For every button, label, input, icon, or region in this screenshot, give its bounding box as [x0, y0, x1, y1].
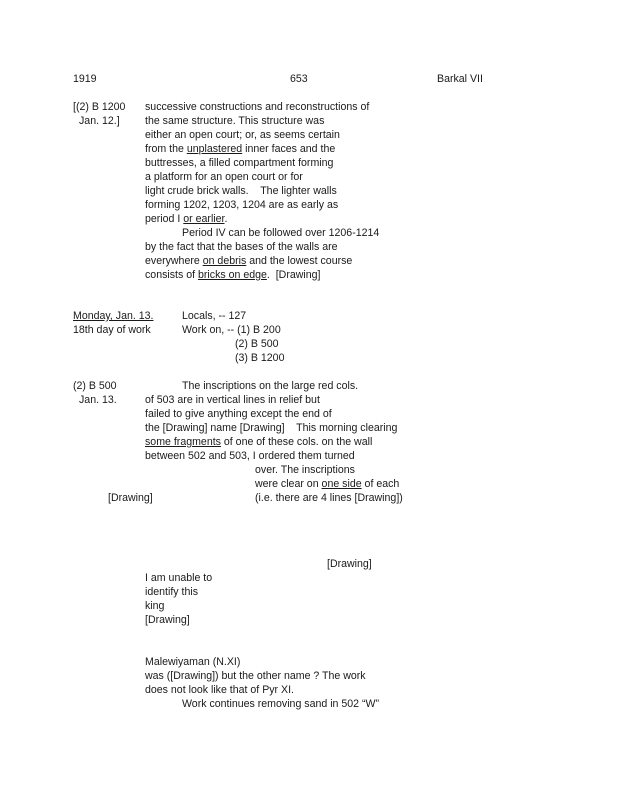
entry3-line: Work continues removing sand in 502 “W” [182, 698, 380, 710]
entry1-line: by the fact that the bases of the walls are [145, 241, 338, 253]
underlined-text: or earlier [183, 213, 225, 225]
entry2-line: between 502 and 503, I ordered them turned [145, 450, 355, 462]
locals-count: Locals, -- 127 [182, 310, 247, 322]
entry2-margin-note: Jan. 13. [79, 394, 117, 406]
day-date: Monday, Jan. 13. [73, 310, 154, 322]
entry1-line: a platform for an open court or for [145, 171, 303, 183]
entry1-line: from the unplastered inner faces and the [145, 143, 336, 155]
entry1-line: either an open court; or, as seems certain [145, 129, 340, 141]
king-note: [Drawing] [145, 614, 190, 626]
work-on-item: (3) B 1200 [235, 352, 285, 364]
entry2-line: of 503 are in vertical lines in relief but [145, 394, 320, 406]
day-of-work: 18th day of work [73, 324, 151, 336]
entry2-line: failed to give anything except the end of [145, 408, 332, 420]
entry1-line: the same structure. This structure was [145, 115, 325, 127]
king-note: identify this [145, 586, 198, 598]
entry1-line: period I or earlier. [145, 213, 228, 225]
work-on-item: Work on, -- (1) B 200 [182, 324, 281, 336]
underlined-text: on debris [202, 255, 247, 267]
underlined-text: unplastered [186, 143, 243, 155]
entry1-line: successive constructions and reconstructions of [145, 101, 370, 113]
underlined-text: one side [321, 478, 362, 490]
entry3-line: was ([Drawing]) but the other name ? The work [145, 670, 366, 682]
entry1-line: forming 1202, 1203, 1204 are as early as [145, 199, 339, 211]
entry1-margin-note: [(2) B 1200 [73, 101, 126, 113]
entry1-margin-note: Jan. 12.] [79, 115, 120, 127]
entry1-line: buttresses, a filled compartment forming [145, 157, 334, 169]
entry3-line: Malewiyaman (N.XI) [145, 656, 241, 668]
entry2-line: some fragments of one of these cols. on the wall [145, 436, 373, 448]
entry1-line: everywhere on debris and the lowest course [145, 255, 353, 267]
entry1-line: light crude brick walls. The lighter walls [145, 185, 337, 197]
work-on-item: (2) B 500 [235, 338, 279, 350]
entry1-line: Period IV can be followed over 1206-1214 [182, 227, 380, 239]
drawing-placeholder: [Drawing] [327, 558, 372, 570]
king-note: king [145, 600, 165, 612]
entry2-line: were clear on one side of each [255, 478, 400, 490]
entry2-line: The inscriptions on the large red cols. [182, 380, 359, 392]
header-year: 1919 [73, 73, 97, 85]
entry3-line: does not look like that of Pyr XI. [145, 684, 294, 696]
entry2-line: over. The inscriptions [255, 464, 355, 476]
header-volume: Barkal VII [437, 73, 483, 85]
entry2-margin-note: (2) B 500 [73, 380, 117, 392]
entry1-line: consists of bricks on edge. [Drawing] [145, 269, 321, 281]
king-note: I am unable to [145, 572, 213, 584]
entry2-line: the [Drawing] name [Drawing] This morning clearing [145, 422, 398, 434]
underlined-text: bricks on edge [198, 269, 267, 281]
underlined-text: some fragments [145, 436, 221, 448]
header-page-number: 653 [290, 73, 308, 85]
entry2-line: (i.e. there are 4 lines [Drawing]) [255, 492, 403, 504]
drawing-placeholder: [Drawing] [108, 492, 153, 504]
